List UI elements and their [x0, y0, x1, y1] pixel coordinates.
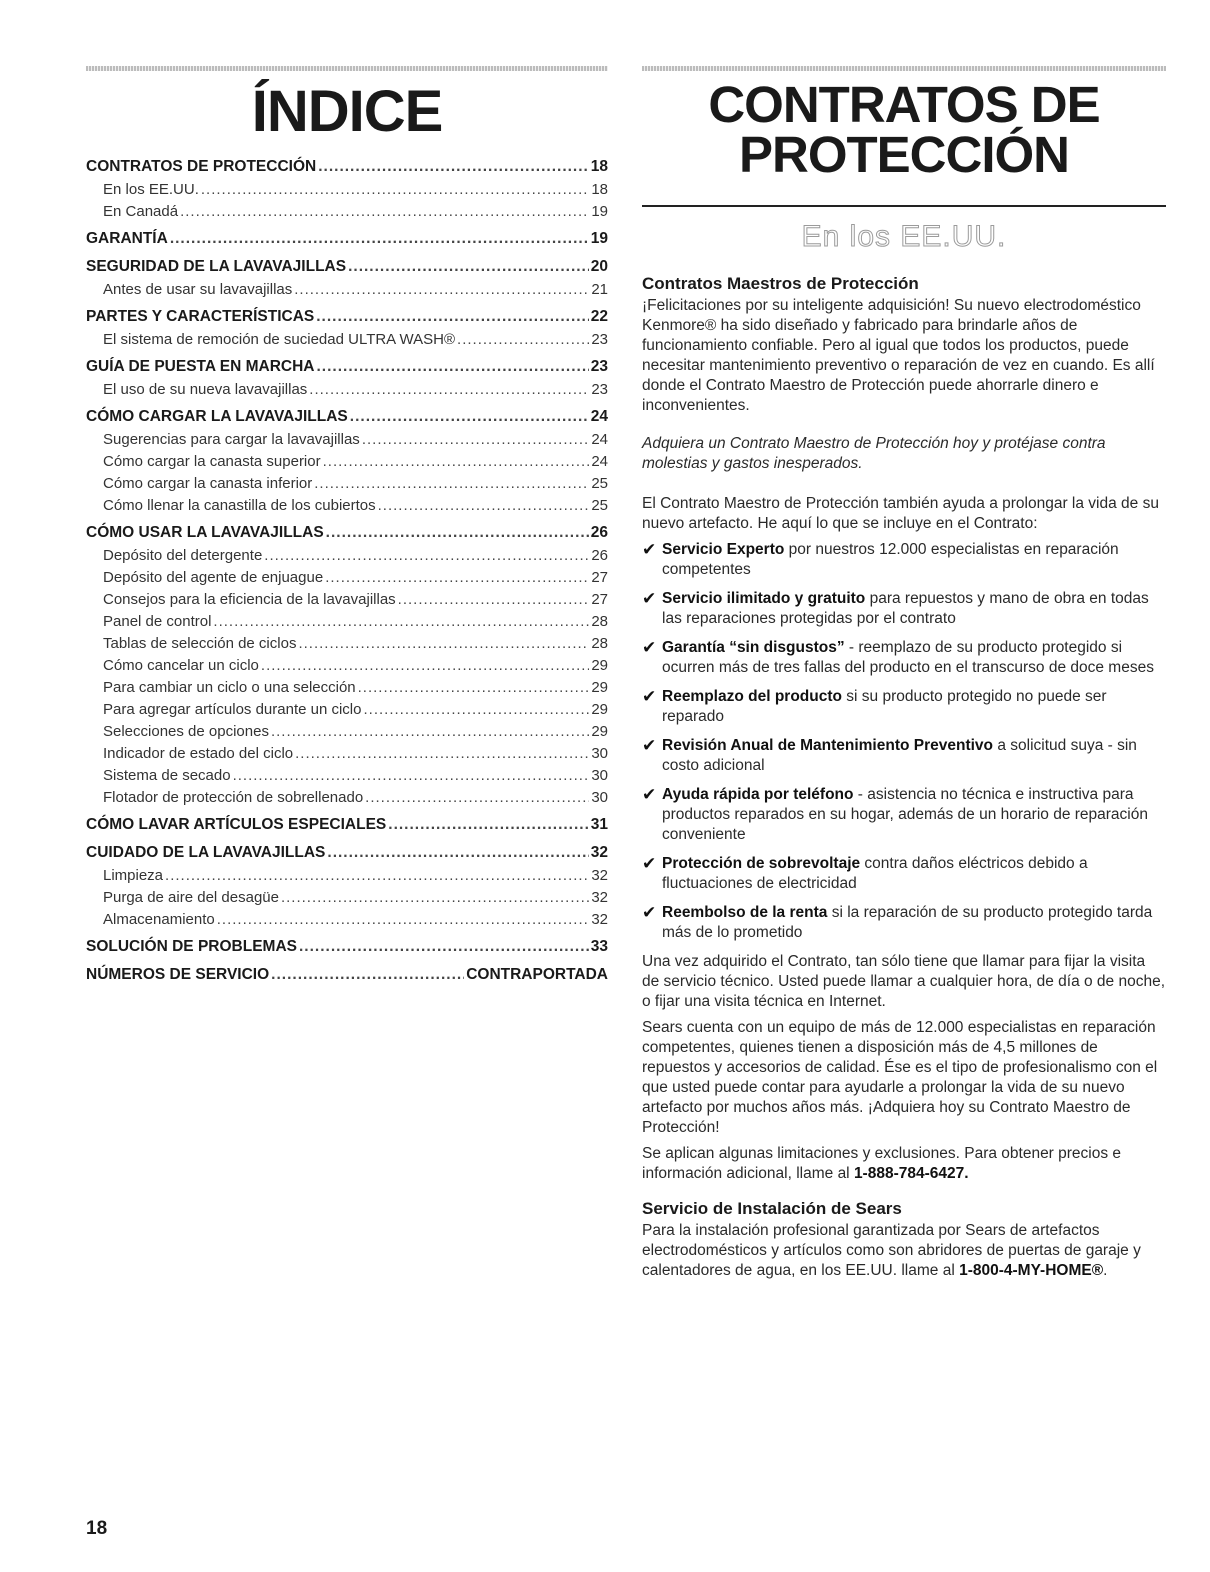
checkmark-icon: ✔ [642, 589, 657, 608]
toc-page-number: 24 [591, 453, 608, 470]
toc-entry-title: Consejos para la eficiencia de la lavavajillas [103, 591, 396, 608]
toc-section-entry [86, 354, 608, 379]
toc-entry-title: Panel de control [103, 613, 212, 630]
toc-entry-title: Sistema de secado [103, 767, 231, 784]
toc-page-number: 18 [590, 158, 608, 175]
toc-page-number: 31 [590, 816, 608, 833]
toc-page-number: 19 [590, 230, 608, 247]
toc-subsection-entry [86, 201, 608, 223]
toc-entry-title: En Canadá [103, 203, 179, 220]
toc-page-number: 29 [591, 657, 608, 674]
toc-dot-leader [378, 495, 590, 517]
contracts-title-line1: CONTRATOS DE [708, 76, 1100, 133]
toc-entry-title: Almacenamiento [103, 911, 215, 928]
toc-page-number: 26 [591, 547, 608, 564]
toc-subsection-entry [86, 655, 608, 677]
toc-dot-leader [323, 451, 590, 473]
toc-entry-title: Para cambiar un ciclo o una selección [103, 679, 356, 696]
toc-page-number: 18 [591, 181, 608, 198]
toc-dot-leader [350, 404, 589, 429]
toc-section-entry [86, 520, 608, 545]
toc-dot-leader [295, 743, 589, 765]
toc-section-entry [86, 154, 608, 179]
toc-entry-title: CONTRATOS DE PROTECCIÓN [86, 158, 317, 175]
toc-entry-title: Tablas de selección de ciclos [103, 635, 297, 652]
contracts-title [642, 76, 1166, 183]
toc-page-number: 30 [591, 745, 608, 762]
toc-dot-leader [314, 473, 589, 495]
toc-dot-leader [326, 520, 589, 545]
toc-dot-leader [180, 201, 589, 223]
toc-subsection-entry [86, 279, 608, 301]
toc-page-number: 32 [591, 889, 608, 906]
toc-subsection-entry [86, 451, 608, 473]
toc-dot-leader [317, 354, 589, 379]
toc-dot-leader [233, 765, 590, 787]
toc-dot-leader [325, 567, 589, 589]
toc-dot-leader [217, 909, 590, 931]
benefit-title: Revisión Anual de Mantenimiento Preventivo [662, 737, 994, 754]
toc-subsection-entry [86, 787, 608, 809]
toc-page-number: 19 [591, 203, 608, 220]
toc-entry-title: Cómo cancelar un ciclo [103, 657, 259, 674]
toc-section-entry [86, 404, 608, 429]
italic-note: Adquiera un Contrato Maestro de Protección hoy y protéjase contra molestias y gastos inesperados. [642, 435, 1106, 472]
toc-entry-title: Indicador de estado del ciclo [103, 745, 294, 762]
checkmark-icon: ✔ [642, 638, 657, 657]
checkmark-icon: ✔ [642, 785, 657, 804]
toc-subsection-entry [86, 721, 608, 743]
toc-page-number: 32 [591, 867, 608, 884]
toc-page-number: 32 [590, 844, 608, 861]
toc-dot-leader [309, 379, 589, 401]
benefit-title: Reembolso de la renta [662, 904, 828, 921]
toc-entry-title: Flotador de protección de sobrellenado [103, 789, 364, 806]
toc-entry-title: Limpieza [103, 867, 164, 884]
toc-dot-leader [358, 677, 590, 699]
toc-entry-title: El uso de su nueva lavavajillas [103, 381, 308, 398]
toc-page-number: 23 [591, 331, 608, 348]
toc-entry-title: Depósito del agente de enjuague [103, 569, 324, 586]
toc-dot-leader [298, 633, 589, 655]
toc-subsection-entry [86, 633, 608, 655]
toc-page-number: 21 [591, 281, 608, 298]
toc-entry-title: GARANTÍA [86, 230, 168, 247]
index-column [86, 80, 608, 987]
toc-page-number: 20 [590, 258, 608, 275]
toc-subsection-entry [86, 179, 608, 201]
region-subtitle: En los EE.UU. [801, 220, 1007, 253]
toc-subsection-entry [86, 473, 608, 495]
toc-section-entry [86, 840, 608, 865]
toc-entry-title: Cómo cargar la canasta superior [103, 453, 321, 470]
benefit-description: - asistencia no técnica e instructiva para productos reparados en su hogar, además de un horario de reparación conveniente [662, 786, 1148, 843]
toc-page-number: CONTRAPORTADA [466, 966, 608, 983]
also-helps-paragraph: El Contrato Maestro de Protección también ayuda a prolongar la vida de su nuevo artefacto. He aquí lo que se incluye en el Contrato: [642, 495, 1159, 532]
toc-page-number: 29 [591, 701, 608, 718]
toc-subsection-entry [86, 677, 608, 699]
checkmark-icon: ✔ [642, 903, 657, 922]
toc-subsection-entry [86, 545, 608, 567]
contract-phone-number: 1-888-784-6427. [853, 1165, 969, 1182]
toc-subsection-entry [86, 495, 608, 517]
benefit-description: contra daños eléctricos debido a fluctuaciones de electricidad [662, 855, 1088, 892]
toc-entry-title: Depósito del detergente [103, 547, 263, 564]
toc-section-entry [86, 254, 608, 279]
toc-subsection-entry [86, 699, 608, 721]
toc-dot-leader [362, 429, 590, 451]
toc-subsection-entry [86, 589, 608, 611]
benefit-description: para repuestos y mano de obra en todas las reparaciones protegidas por el contrato [662, 590, 1149, 627]
top-decorative-bar-right [642, 66, 1166, 71]
toc-page-number: 29 [591, 723, 608, 740]
toc-dot-leader [316, 304, 589, 329]
installation-end: . [1103, 1262, 1108, 1279]
toc-section-entry [86, 304, 608, 329]
benefit-description: - reemplazo de su producto protegido si ocurren más de tres fallas del producto en el transcurso de doce meses [662, 639, 1154, 676]
toc-dot-leader [318, 154, 589, 179]
toc-dot-leader [271, 962, 464, 987]
index-title: ÍNDICE [251, 79, 443, 144]
benefit-item [642, 785, 1166, 845]
toc-subsection-entry [86, 865, 608, 887]
toc-page-number: 26 [590, 524, 608, 541]
toc-subsection-entry [86, 887, 608, 909]
toc-page-number: 30 [591, 767, 608, 784]
toc-dot-leader [261, 655, 589, 677]
benefit-description: si su producto protegido no puede ser reparado [662, 688, 1107, 725]
toc-subsection-entry [86, 329, 608, 351]
toc-entry-title: En los EE.UU. [103, 181, 199, 198]
toc-page-number: 23 [591, 381, 608, 398]
benefit-title: Garantía “sin disgustos” [662, 639, 845, 656]
once-acquired-paragraph: Una vez adquirido el Contrato, tan sólo tiene que llamar para fijar la visita de servicio técnico. Usted puede llamar a cualquier hora, de día o de noche, o fijar una visita técnica en Internet. [642, 953, 1166, 1010]
benefit-title: Servicio ilimitado y gratuito [662, 590, 866, 607]
toc-entry-title: Cómo llenar la canastilla de los cubiertos [103, 497, 376, 514]
toc-section-entry [86, 226, 608, 251]
toc-section-entry [86, 934, 608, 959]
toc-entry-title: Cómo cargar la canasta inferior [103, 475, 313, 492]
toc-entry-title: NÚMEROS DE SERVICIO [86, 966, 270, 983]
toc-entry-title: Antes de usar su lavavajillas [103, 281, 293, 298]
benefit-item [642, 589, 1166, 629]
installation-paragraph [642, 1221, 1166, 1281]
toc-page-number: 27 [591, 569, 608, 586]
contracts-column [642, 76, 1166, 1281]
table-of-contents [86, 154, 608, 987]
top-decorative-bar-left [86, 66, 608, 71]
toc-section-entry [86, 962, 608, 987]
toc-dot-leader [327, 840, 588, 865]
benefit-title: Servicio Experto [662, 541, 785, 558]
benefits-list [642, 540, 1166, 943]
toc-page-number: 29 [591, 679, 608, 696]
limitations-paragraph [642, 1144, 1166, 1184]
toc-page-number: 28 [591, 613, 608, 630]
benefit-item [642, 736, 1166, 776]
toc-dot-leader [294, 279, 589, 301]
toc-subsection-entry [86, 765, 608, 787]
toc-entry-title: Para agregar artículos durante un ciclo [103, 701, 362, 718]
toc-subsection-entry [86, 909, 608, 931]
toc-page-number: 32 [591, 911, 608, 928]
benefit-title: Reemplazo del producto [662, 688, 842, 705]
toc-dot-leader [348, 254, 589, 279]
benefit-item [642, 638, 1166, 678]
toc-entry-title: CUIDADO DE LA LAVAVAJILLAS [86, 844, 326, 861]
toc-page-number: 27 [591, 591, 608, 608]
benefit-item [642, 540, 1166, 580]
intro-paragraph: ¡Felicitaciones por su inteligente adquisición! Su nuevo electrodoméstico Kenmore® ha sido diseñado y fabricado para brindarle años de funcionamiento confiable. Pero al igual que todos los productos, puede necesitar mantenimiento preventivo o reparación de vez en cuando. Es allí donde el Contrato Maestro de Protección puede ahorrarle dinero e inconvenientes. [642, 297, 1155, 414]
toc-entry-title: Sugerencias para cargar la lavavajillas [103, 431, 360, 448]
toc-dot-leader [365, 787, 589, 809]
toc-entry-title: PARTES Y CARACTERÍSTICAS [86, 308, 315, 325]
toc-entry-title: El sistema de remoción de suciedad ULTRA WASH® [103, 331, 456, 348]
limitations-text: Se aplican algunas limitaciones y exclusiones. Para obtener precios e información adicional, llame al [642, 1145, 1122, 1182]
installation-text: Para la instalación profesional garantizada por Sears de artefactos electrodomésticos y artículos como son abridores de puertas de garaje y calentadores de agua, en los EE.UU. llame al [642, 1222, 1141, 1279]
checkmark-icon: ✔ [642, 736, 657, 755]
toc-dot-leader [299, 934, 589, 959]
benefit-item [642, 903, 1166, 943]
toc-entry-title: GUÍA DE PUESTA EN MARCHA [86, 358, 315, 375]
toc-page-number: 24 [591, 431, 608, 448]
toc-subsection-entry [86, 743, 608, 765]
toc-subsection-entry [86, 429, 608, 451]
toc-subsection-entry [86, 567, 608, 589]
toc-dot-leader [281, 887, 589, 909]
toc-entry-title: SOLUCIÓN DE PROBLEMAS [86, 938, 297, 955]
benefit-item [642, 687, 1166, 727]
toc-entry-title: CÓMO USAR LA LAVAVAJILLAS [86, 524, 324, 541]
toc-entry-title: CÓMO LAVAR ARTÍCULOS ESPECIALES [86, 816, 387, 833]
toc-dot-leader [213, 611, 589, 633]
benefit-description: a solicitud suya - sin costo adicional [662, 737, 1137, 774]
toc-page-number: 24 [590, 408, 608, 425]
toc-dot-leader [271, 721, 589, 743]
toc-dot-leader [398, 589, 590, 611]
benefit-title: Ayuda rápida por teléfono [662, 786, 854, 803]
installation-heading: Servicio de Instalación de Sears [642, 1199, 902, 1218]
toc-dot-leader [388, 812, 588, 837]
toc-page-number: 23 [590, 358, 608, 375]
toc-dot-leader [363, 699, 589, 721]
toc-page-number: 30 [591, 789, 608, 806]
benefit-title: Protección de sobrevoltaje [662, 855, 861, 872]
installation-phone-number: 1-800-4-MY-HOME® [959, 1262, 1104, 1279]
benefit-item [642, 854, 1166, 894]
toc-entry-title: Purga de aire del desagüe [103, 889, 279, 906]
toc-entry-title: SEGURIDAD DE LA LAVAVAJILLAS [86, 258, 347, 275]
benefit-description: si la reparación de su producto protegido tarda más de lo prometido [662, 904, 1153, 941]
toc-page-number: 25 [591, 497, 608, 514]
toc-subsection-entry [86, 379, 608, 401]
checkmark-icon: ✔ [642, 854, 657, 873]
toc-subsection-entry [86, 611, 608, 633]
toc-dot-leader [201, 179, 589, 201]
toc-dot-leader [170, 226, 589, 251]
toc-entry-title: CÓMO CARGAR LA LAVAVAJILLAS [86, 408, 348, 425]
checkmark-icon: ✔ [642, 540, 657, 559]
toc-dot-leader [165, 865, 589, 887]
title-divider [642, 205, 1166, 207]
toc-page-number: 28 [591, 635, 608, 652]
toc-section-entry [86, 812, 608, 837]
master-contracts-heading: Contratos Maestros de Protección [642, 274, 919, 293]
contracts-title-line2: PROTECCIÓN [738, 126, 1070, 183]
toc-entry-title: Selecciones de opciones [103, 723, 269, 740]
toc-page-number: 25 [591, 475, 608, 492]
toc-page-number: 33 [590, 938, 608, 955]
toc-page-number: 22 [590, 308, 608, 325]
page-number: 18 [86, 1518, 108, 1539]
toc-dot-leader [457, 329, 589, 351]
sears-team-paragraph: Sears cuenta con un equipo de más de 12.000 especialistas en reparación competentes, quienes tienen a disposición más de 4,5 millones de repuestos y accesorios de calidad. Ése es el tipo de profesionalismo con el que usted puede contar para ayudarle a prolongar la vida de su nuevo artefacto por muchos años más. ¡Adquiera hoy su Contrato Maestro de Protección! [642, 1019, 1158, 1136]
benefit-description: por nuestros 12.000 especialistas en reparación competentes [662, 541, 1119, 578]
toc-dot-leader [264, 545, 589, 567]
checkmark-icon: ✔ [642, 687, 657, 706]
